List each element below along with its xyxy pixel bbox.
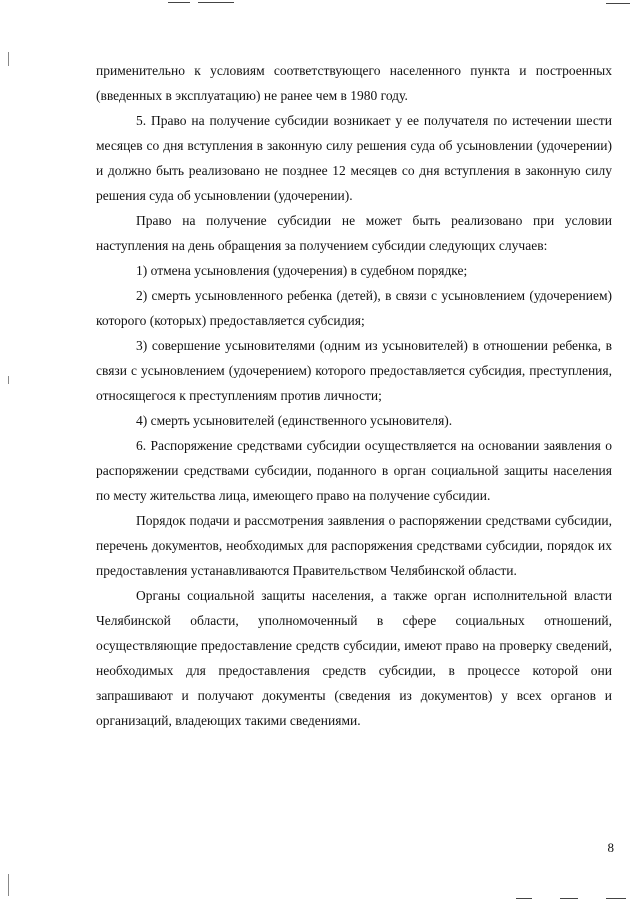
paragraph-authorities: Органы социальной защиты населения, а также орган исполнительной власти Челябинской области, уполномоченный в сфере социальных отношений, осуществляющие предоставление средств субсидии, имеют право на проверку сведений, необходимых для предоставления средств субсидии, в процессе которой они запрашивают и получают документы (сведения из документов) у всех органов и организаций, владеющих такими сведениями.: [96, 588, 612, 728]
scan-mark-bottom-1: [516, 898, 532, 899]
list-item-2: 2) смерть усыновленного ребенка (детей), в связи с усыновлением (удочерением) которого (которых) предоставляется субсидия;: [96, 288, 612, 328]
paragraph-procedure: Порядок подачи и рассмотрения заявления о распоряжении средствами субсидии, перечень документов, необходимых для распоряжения средствами субсидии, порядок их предоставления устанавливаются Правительством Челябинской области.: [96, 513, 612, 578]
paragraph-restriction-intro: Право на получение субсидии не может быть реализовано при условии наступления на день обращения за получением субсидии следующих случаев:: [96, 213, 612, 253]
list-item-1: 1) отмена усыновления (удочерения) в судебном порядке;: [136, 263, 468, 278]
paragraph-continuation: применительно к условиям соответствующего населенного пункта и построенных (введенных в эксплуатацию) не ранее чем в 1980 году.: [96, 63, 612, 103]
paragraph-item-6: 6. Распоряжение средствами субсидии осуществляется на основании заявления о распоряжении средствами субсидии, поданного в орган социальной защиты населения по месту жительства лица, имеющего право на получение субсидии.: [96, 438, 612, 503]
list-item-4: 4) смерть усыновителей (единственного усыновителя).: [136, 413, 453, 428]
document-body: [96, 58, 612, 733]
scan-mark-top-1: [168, 2, 190, 3]
scan-tick-left-1: [8, 52, 9, 66]
scan-mark-top-2: [198, 2, 234, 3]
scan-tick-left-2: [8, 376, 9, 384]
scan-mark-top-right: [606, 3, 630, 4]
scan-mark-bottom-3: [606, 898, 626, 899]
scan-tick-left-3: [8, 874, 9, 896]
page-number: 8: [607, 840, 614, 855]
scan-mark-bottom-2: [560, 898, 578, 899]
paragraph-item-5: 5. Право на получение субсидии возникает у ее получателя по истечении шести месяцев со дня вступления в законную силу решения суда об усыновлении (удочерении) и должно быть реализовано не позднее 12 месяцев со дня вступления в законную силу решения суда об усыновлении (удочерении).: [96, 113, 612, 203]
list-item-3: 3) совершение усыновителями (одним из усыновителей) в отношении ребенка, в связи с усыновлением (удочерением) которого предоставляется субсидия, преступления, относящегося к преступлениям против личности;: [96, 338, 612, 403]
